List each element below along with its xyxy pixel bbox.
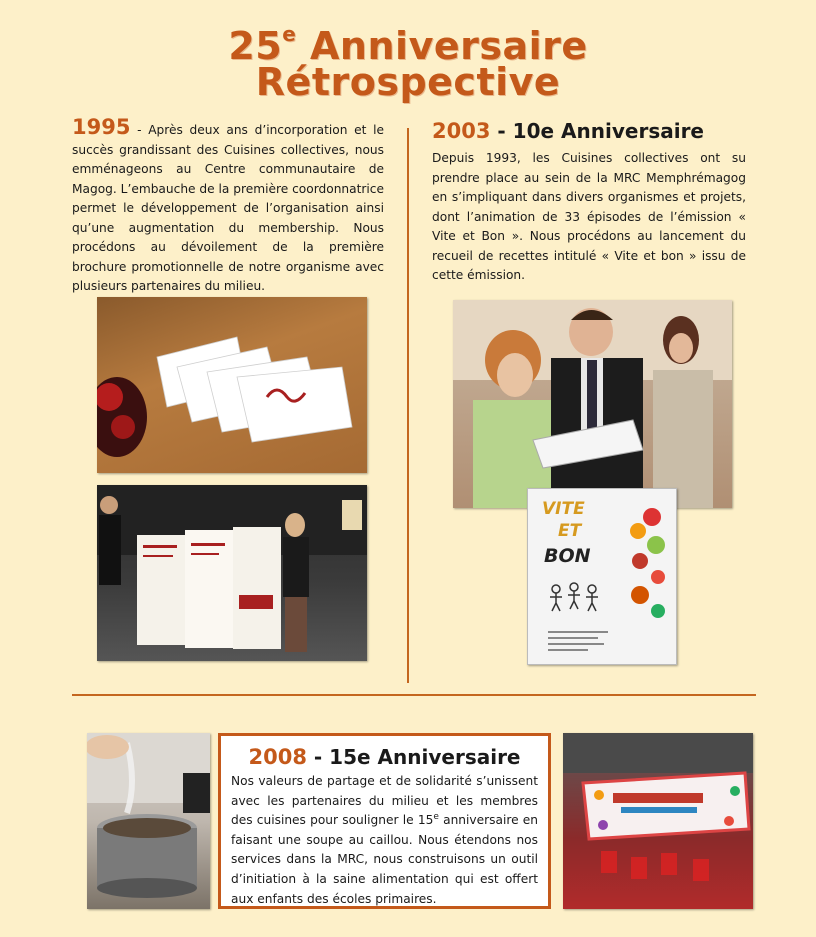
soup-pot-illustration bbox=[87, 733, 210, 909]
photo-anniversary-cake bbox=[563, 733, 753, 909]
page-title-line2: Rétrospective bbox=[255, 60, 561, 104]
vegetables-illustration bbox=[528, 489, 676, 664]
cover-line1: VITE bbox=[542, 499, 585, 519]
section-2003 bbox=[432, 118, 746, 286]
text-2003: Depuis 1993, les Cuisines collectives ont su prendre place au sein de la MRC Memphrémagog en s’impliquant dans divers organismes et projets, dont l’animation de 33 épisodes de l’émission « Vite et Bon ». Nous procédons au lancement du recueil de recettes intitulé « Vite et bon » issu de cette émission. bbox=[432, 151, 746, 282]
brochure-stand-illustration bbox=[97, 485, 367, 661]
photo-book-launch bbox=[453, 300, 732, 508]
section-1995 bbox=[72, 115, 385, 297]
year-1995: 1995 bbox=[72, 115, 131, 139]
text-2008: Nos valeurs de partage et de solidarité s’unissent avec les partenaires du milieu et les membres des cuisines pour souligner le 15e anniversaire en faisant une soupe au caillou. Nous étendons nos services dans la MRC, nous construisons un outil d’initiation à la saine alimentation qui est offert aux enfants des écoles primaires. bbox=[231, 774, 538, 906]
section-2008 bbox=[218, 733, 551, 909]
horizontal-divider bbox=[72, 694, 756, 696]
photo-brochure-unveiling bbox=[97, 485, 367, 661]
photo-stone-soup-pot bbox=[87, 733, 210, 909]
text-1995: - Après deux ans d’incorporation et le succès grandissant des Cuisines collectives, nous emménageons au Centre communautaire de Magog. L’embauche de la première coordonnatrice permet le développement de l’organisation ainsi qu’une augmentation du membership. Nous procédons au dévoilement de la première brochure promotionnelle de notre organisme avec plusieurs partenaires du milieu. bbox=[72, 123, 385, 293]
page-title-line1: 25e Anniversaire bbox=[228, 22, 588, 68]
photo-brochures-on-table bbox=[97, 297, 367, 473]
heading-2003-label: - 10e Anniversaire bbox=[490, 119, 704, 143]
year-2003: 2003 bbox=[432, 119, 491, 143]
cake-illustration bbox=[563, 733, 753, 909]
cover-line3: BON bbox=[544, 545, 591, 567]
heading-2003 bbox=[432, 118, 746, 147]
cover-line2: ET bbox=[558, 521, 582, 541]
book-launch-illustration bbox=[453, 300, 732, 508]
photo-vite-et-bon-cover bbox=[527, 488, 677, 665]
heading-2008-label: - 15e Anniversaire bbox=[306, 745, 521, 769]
year-2008: 2008 bbox=[248, 745, 307, 769]
vertical-divider bbox=[407, 128, 409, 683]
heading-2008 bbox=[231, 744, 538, 772]
brochures-illustration bbox=[97, 297, 367, 473]
